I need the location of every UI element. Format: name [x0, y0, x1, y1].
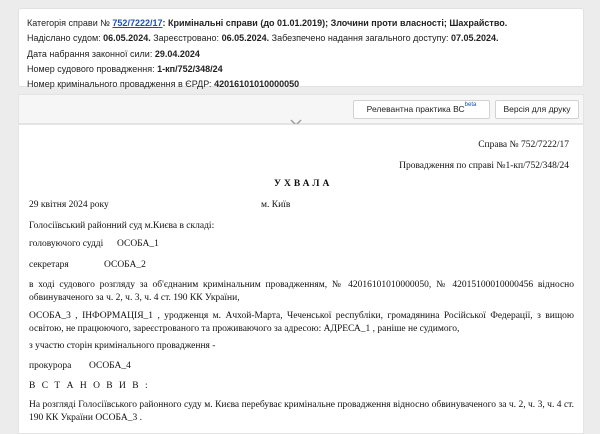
case-reference: Справа № 752/7222/17: [478, 140, 569, 150]
secretary-name: ОСОБА_2: [104, 260, 146, 270]
proceeding-row: [27, 62, 583, 77]
paragraph-case-pending: На розгляді Голосіївського районного суду м. Києва перебуває кримінальне провадження відносно обвинуваченого за ч. 2, ч. 3, ч. 4 ст. 190 КК України ОСОБА_3 .: [29, 400, 574, 423]
category-label: Категорія справи №: [27, 18, 110, 28]
established-heading: В С Т А Н О В И В :: [29, 381, 150, 391]
effective-label: Дата набрання законної сили:: [27, 48, 153, 59]
case-number-link[interactable]: 752/7222/17: [112, 18, 163, 28]
paragraph-proceeding: в ході судового розгляду за об'єднаним кримінальним провадженням, № 42016101010000050, № 42015100010000456 відносно обвинуваченого за ч. 2, ч. 3, ч. 4 ст. 190 КК України,: [29, 280, 574, 303]
category-row: Категорія справи № 752/7222/17: Кримінальні справи (до 01.01.2019); Злочини проти власності; Шахрайство.: [27, 18, 508, 28]
proceeding-reference: Провадження по справі №1-кп/752/348/24: [399, 161, 569, 171]
category-value: Кримінальні справи (до 01.01.2019); Злочини проти власності; Шахрайство.: [168, 18, 508, 28]
effective-value: 29.04.2024: [154, 48, 200, 59]
access-label: Забезпечено надання загального доступу:: [271, 33, 449, 44]
case-metadata-panel: [18, 8, 584, 90]
registered-label: Зареєстровано:: [153, 33, 220, 44]
print-version-button[interactable]: Версія для друку: [495, 100, 579, 119]
proceeding-value: 1-кп/752/348/24: [157, 63, 223, 74]
registered-value: 06.05.2024.: [221, 33, 270, 44]
effective-date-row: [27, 47, 583, 62]
paragraph-defendant: ОСОБА_3 , ІНФОРМАЦІЯ_1 , уродженця м. Ачхой-Марта, Чеченської республіки, громадянина Російської Федерації, з вищою освітою, не працюючого, зареєстрованого та проживаючого за адресою: АДРЕСА_1 , раніше не судимого,: [29, 311, 574, 334]
presiding-judge-label: головуючого судді: [29, 239, 104, 249]
dates-row: [27, 31, 583, 46]
participants-line: з участю сторін кримінального провадження -: [29, 341, 216, 351]
erdr-row: [27, 77, 583, 92]
erdr-label: Номер кримінального провадження в ЄРДР:: [27, 79, 212, 90]
presiding-judge-name: ОСОБА_1: [117, 239, 159, 249]
relevant-practice-label: Релевантна практика ВС: [366, 104, 465, 114]
secretary-label: секретаря: [29, 260, 69, 270]
sent-value: 06.05.2024.: [103, 33, 151, 44]
court-composition: Голосіївський районний суд м.Києва в складі:: [29, 221, 215, 231]
prosecutor-name: ОСОБА_4: [89, 361, 131, 371]
document-city: м. Київ: [261, 200, 291, 210]
beta-badge: beta: [464, 102, 477, 108]
relevant-practice-button[interactable]: [353, 100, 490, 119]
document-title: УХВАЛА: [274, 179, 333, 189]
access-value: 07.05.2024.: [450, 33, 499, 44]
document-date: 29 квітня 2024 року: [29, 200, 109, 210]
erdr-value: 42016101010000050: [214, 79, 300, 90]
proceeding-label: Номер судового провадження:: [27, 63, 155, 74]
sent-label: Надіслано судом:: [27, 33, 101, 44]
prosecutor-label: прокурора: [29, 361, 72, 371]
document-body: [18, 124, 584, 434]
